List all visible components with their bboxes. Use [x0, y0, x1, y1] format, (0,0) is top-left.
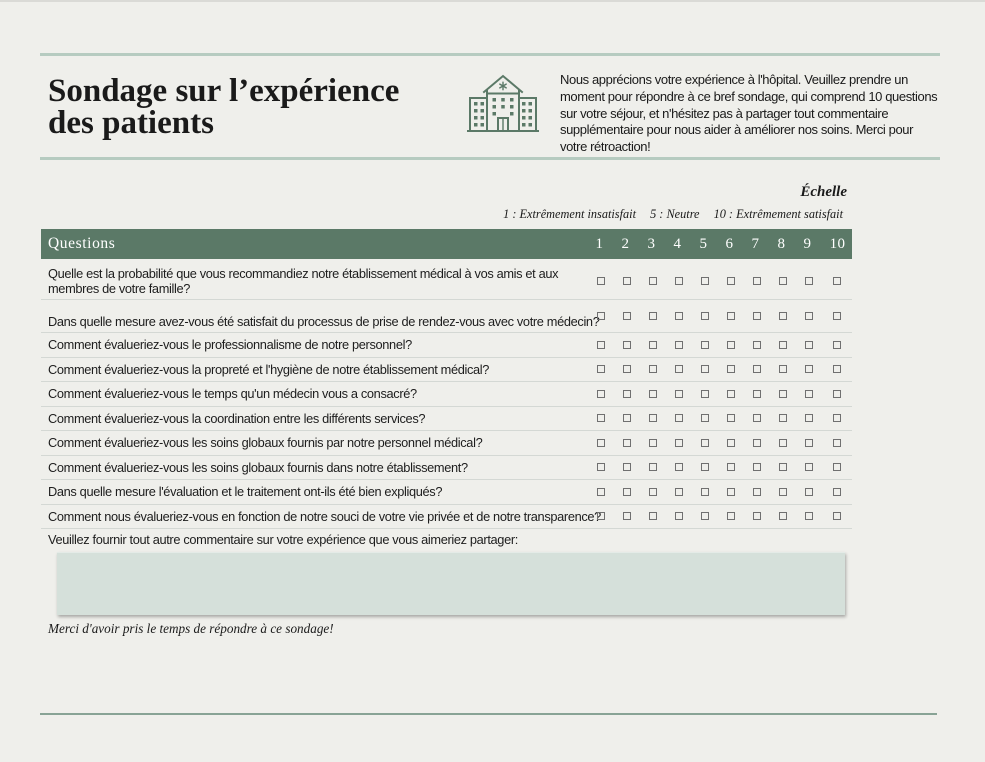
q6-rating-6-checkbox[interactable] — [727, 414, 735, 422]
q7-rating-3-checkbox[interactable] — [649, 439, 657, 447]
q3-rating-7-checkbox[interactable] — [753, 341, 761, 349]
q9-rating-2-checkbox[interactable] — [623, 488, 631, 496]
rating-cell — [692, 333, 718, 357]
rating-header-2: 2 — [621, 235, 630, 252]
rating-cell — [796, 456, 822, 480]
q5-rating-6-checkbox[interactable] — [727, 390, 735, 398]
rating-header-8: 8 — [777, 235, 786, 252]
rating-cell — [588, 407, 614, 431]
q9-rating-5-checkbox[interactable] — [701, 488, 709, 496]
intro-line: moment pour répondre à ce bref sondage, qui comprend 10 questions — [560, 88, 938, 104]
rating-cell — [588, 259, 614, 299]
rating-cell — [614, 300, 640, 332]
rating-cell — [666, 407, 692, 431]
q7-rating-6-checkbox[interactable] — [727, 439, 735, 447]
scale-legend — [503, 206, 843, 222]
q8-rating-3-checkbox[interactable] — [649, 463, 657, 471]
rating-header-10: 10 — [829, 235, 846, 252]
q5-rating-10-checkbox[interactable] — [833, 390, 841, 398]
rating-cell — [588, 300, 614, 332]
q10-rating-7-checkbox[interactable] — [753, 512, 761, 520]
rating-cell — [666, 505, 692, 529]
rating-cell — [770, 358, 796, 382]
rating-cell — [744, 431, 770, 455]
q1-rating-5-checkbox[interactable] — [701, 277, 709, 285]
question-text: Comment évalueriez-vous les soins globaux fournis par notre personnel médical? — [48, 435, 483, 451]
q1-rating-10-checkbox[interactable] — [833, 277, 841, 285]
rating-cell — [666, 456, 692, 480]
rating-cell — [588, 358, 614, 382]
q7-rating-4-checkbox[interactable] — [675, 439, 683, 447]
rating-cell — [640, 259, 666, 299]
q7-rating-9-checkbox[interactable] — [805, 439, 813, 447]
q2-rating-4-checkbox[interactable] — [675, 312, 683, 320]
rating-cell — [640, 505, 666, 529]
comment-textarea[interactable] — [57, 552, 845, 615]
rating-cell — [744, 358, 770, 382]
q4-rating-2-checkbox[interactable] — [623, 365, 631, 373]
rating-cell — [796, 358, 822, 382]
q3-rating-2-checkbox[interactable] — [623, 341, 631, 349]
rating-cell — [744, 259, 770, 299]
q5-rating-1-checkbox[interactable] — [597, 390, 605, 398]
q4-rating-9-checkbox[interactable] — [805, 365, 813, 373]
q9-rating-10-checkbox[interactable] — [833, 488, 841, 496]
rating-cell — [588, 382, 614, 406]
rating-cell — [692, 431, 718, 455]
rating-cell — [718, 358, 744, 382]
rating-cell — [666, 431, 692, 455]
q8-rating-9-checkbox[interactable] — [805, 463, 813, 471]
rating-cell — [614, 259, 640, 299]
rating-cell — [718, 333, 744, 357]
rating-cell — [692, 259, 718, 299]
q10-rating-8-checkbox[interactable] — [779, 512, 787, 520]
rating-cell — [744, 300, 770, 332]
rating-cell — [770, 407, 796, 431]
rating-cell — [640, 431, 666, 455]
hospital-icon — [468, 74, 538, 134]
q6-rating-2-checkbox[interactable] — [623, 414, 631, 422]
rating-cell — [614, 505, 640, 529]
q10-rating-5-checkbox[interactable] — [701, 512, 709, 520]
q3-rating-1-checkbox[interactable] — [597, 341, 605, 349]
rating-cell — [718, 259, 744, 299]
q2-rating-5-checkbox[interactable] — [701, 312, 709, 320]
rating-cell — [614, 333, 640, 357]
q5-rating-7-checkbox[interactable] — [753, 390, 761, 398]
question-text: Comment évalueriez-vous la coordination entre les différents services? — [48, 410, 426, 426]
rating-cell — [692, 358, 718, 382]
header-rule-bottom — [40, 157, 940, 160]
rating-cell — [614, 456, 640, 480]
q8-rating-4-checkbox[interactable] — [675, 463, 683, 471]
q7-rating-8-checkbox[interactable] — [779, 439, 787, 447]
rating-cell — [822, 300, 852, 332]
question-row — [41, 333, 852, 358]
q8-rating-7-checkbox[interactable] — [753, 463, 761, 471]
question-text: Comment évalueriez-vous la propreté et l'hygiène de notre établissement médical? — [48, 361, 490, 377]
q8-rating-5-checkbox[interactable] — [701, 463, 709, 471]
q8-rating-2-checkbox[interactable] — [623, 463, 631, 471]
question-text: Comment évalueriez-vous le temps qu'un médecin vous a consacré? — [48, 386, 417, 402]
rating-cell — [718, 382, 744, 406]
q2-rating-2-checkbox[interactable] — [623, 312, 631, 320]
q8-rating-8-checkbox[interactable] — [779, 463, 787, 471]
q6-rating-5-checkbox[interactable] — [701, 414, 709, 422]
q10-rating-1-checkbox[interactable] — [597, 512, 605, 520]
question-text: Comment nous évalueriez-vous en fonction de notre souci de votre vie privée et de notre transparence? — [48, 508, 601, 524]
rating-cell — [822, 431, 852, 455]
q4-rating-10-checkbox[interactable] — [833, 365, 841, 373]
rating-cell — [770, 382, 796, 406]
page-top-edge — [0, 0, 985, 2]
rating-header-3: 3 — [647, 235, 656, 252]
question-text: Quelle est la probabilité que vous recommandiez notre établissement médical à vos amis et aux membres de votre famille? — [48, 266, 559, 296]
q8-rating-10-checkbox[interactable] — [833, 463, 841, 471]
page-title: Sondage sur l’expérience des patients — [48, 73, 400, 141]
q8-rating-1-checkbox[interactable] — [597, 463, 605, 471]
rating-cell — [588, 333, 614, 357]
q1-rating-9-checkbox[interactable] — [805, 277, 813, 285]
rating-cell — [614, 480, 640, 504]
q9-rating-1-checkbox[interactable] — [597, 488, 605, 496]
rating-cell — [770, 431, 796, 455]
q1-rating-1-checkbox[interactable] — [597, 277, 605, 285]
q5-rating-3-checkbox[interactable] — [649, 390, 657, 398]
q10-rating-2-checkbox[interactable] — [623, 512, 631, 520]
q1-rating-8-checkbox[interactable] — [779, 277, 787, 285]
hospital-door — [498, 118, 508, 131]
rating-cell — [822, 407, 852, 431]
q4-rating-4-checkbox[interactable] — [675, 365, 683, 373]
medical-star-icon — [500, 82, 506, 90]
rating-cell — [692, 407, 718, 431]
rating-cell — [796, 333, 822, 357]
header-rule-top — [40, 53, 940, 56]
question-text: Comment évalueriez-vous les soins globaux fournis dans notre établissement? — [48, 459, 468, 475]
q10-rating-9-checkbox[interactable] — [805, 512, 813, 520]
rating-cell — [718, 407, 744, 431]
q9-rating-8-checkbox[interactable] — [779, 488, 787, 496]
rating-cell — [692, 382, 718, 406]
q2-rating-6-checkbox[interactable] — [727, 312, 735, 320]
q10-rating-6-checkbox[interactable] — [727, 512, 735, 520]
rating-cell — [588, 431, 614, 455]
q6-rating-1-checkbox[interactable] — [597, 414, 605, 422]
rating-cell — [744, 333, 770, 357]
q1-rating-3-checkbox[interactable] — [649, 277, 657, 285]
rating-cell — [770, 300, 796, 332]
rating-cell — [770, 259, 796, 299]
rating-cell — [692, 456, 718, 480]
q9-rating-6-checkbox[interactable] — [727, 488, 735, 496]
rating-cell — [770, 333, 796, 357]
rating-cell — [744, 456, 770, 480]
q2-rating-7-checkbox[interactable] — [753, 312, 761, 320]
rating-cell — [718, 300, 744, 332]
intro-line: supplémentaire pour nous aider à améliorer nos soins. Merci pour — [560, 122, 914, 138]
q3-rating-4-checkbox[interactable] — [675, 341, 683, 349]
q4-rating-1-checkbox[interactable] — [597, 365, 605, 373]
rating-cell — [666, 480, 692, 504]
q7-rating-1-checkbox[interactable] — [597, 439, 605, 447]
q6-rating-10-checkbox[interactable] — [833, 414, 841, 422]
rating-cell — [822, 382, 852, 406]
question-text: Dans quelle mesure avez-vous été satisfait du processus de prise de rendez-vous avec votre médecin? — [48, 314, 600, 329]
rating-cell — [796, 382, 822, 406]
q9-rating-3-checkbox[interactable] — [649, 488, 657, 496]
rating-cell — [614, 358, 640, 382]
question-row — [41, 480, 852, 505]
rating-cell — [822, 505, 852, 529]
question-row — [41, 505, 852, 530]
rating-cell — [640, 358, 666, 382]
rating-cell — [796, 431, 822, 455]
q2-rating-8-checkbox[interactable] — [779, 312, 787, 320]
rating-cell — [588, 505, 614, 529]
rating-header-9: 9 — [803, 235, 812, 252]
q5-rating-9-checkbox[interactable] — [805, 390, 813, 398]
rating-cell — [718, 456, 744, 480]
intro-paragraph — [560, 72, 950, 156]
table-body — [41, 259, 852, 529]
thank-you-note: Merci d'avoir pris le temps de répondre à ce sondage! — [48, 621, 334, 636]
question-row — [41, 358, 852, 383]
q3-rating-10-checkbox[interactable] — [833, 341, 841, 349]
rating-cell — [822, 333, 852, 357]
rating-cell — [718, 505, 744, 529]
q4-rating-8-checkbox[interactable] — [779, 365, 787, 373]
rating-cell — [744, 480, 770, 504]
rating-cell — [666, 358, 692, 382]
q4-rating-5-checkbox[interactable] — [701, 365, 709, 373]
question-row — [41, 431, 852, 456]
rating-cell — [796, 407, 822, 431]
q2-rating-1-checkbox[interactable] — [597, 312, 605, 320]
rating-cell — [640, 333, 666, 357]
q4-rating-7-checkbox[interactable] — [753, 365, 761, 373]
question-row — [41, 259, 852, 300]
rating-cell — [744, 505, 770, 529]
intro-line: votre rétroaction! — [560, 139, 651, 155]
q10-rating-3-checkbox[interactable] — [649, 512, 657, 520]
q1-rating-4-checkbox[interactable] — [675, 277, 683, 285]
rating-cell — [640, 407, 666, 431]
rating-cell — [796, 505, 822, 529]
rating-cell — [640, 480, 666, 504]
q5-rating-5-checkbox[interactable] — [701, 390, 709, 398]
rating-cell — [692, 505, 718, 529]
q3-rating-8-checkbox[interactable] — [779, 341, 787, 349]
q1-rating-7-checkbox[interactable] — [753, 277, 761, 285]
q7-rating-10-checkbox[interactable] — [833, 439, 841, 447]
questions-column-header: Questions — [48, 235, 116, 252]
q7-rating-2-checkbox[interactable] — [623, 439, 631, 447]
intro-line: Nous apprécions votre expérience à l'hôpital. Veuillez prendre un — [560, 72, 908, 87]
rating-header-6: 6 — [725, 235, 734, 252]
question-text: Comment évalueriez-vous le professionnalisme de notre personnel? — [48, 337, 412, 353]
rating-cell — [822, 456, 852, 480]
q6-rating-9-checkbox[interactable] — [805, 414, 813, 422]
q9-rating-4-checkbox[interactable] — [675, 488, 683, 496]
q5-rating-4-checkbox[interactable] — [675, 390, 683, 398]
q6-rating-7-checkbox[interactable] — [753, 414, 761, 422]
rating-cell — [666, 259, 692, 299]
comment-prompt: Veuillez fournir tout autre commentaire sur votre expérience que vous aimeriez partager: — [48, 532, 518, 547]
rating-cell — [692, 480, 718, 504]
q3-rating-9-checkbox[interactable] — [805, 341, 813, 349]
q3-rating-6-checkbox[interactable] — [727, 341, 735, 349]
q1-rating-2-checkbox[interactable] — [623, 277, 631, 285]
rating-header-5: 5 — [699, 235, 708, 252]
rating-cell — [822, 480, 852, 504]
q3-rating-3-checkbox[interactable] — [649, 341, 657, 349]
scale-legend-min: 1 : Extrêmement insatisfait — [503, 207, 636, 221]
rating-cell — [796, 259, 822, 299]
scale-heading: Échelle — [800, 184, 847, 200]
q10-rating-10-checkbox[interactable] — [833, 512, 841, 520]
intro-line: sur votre séjour, et n'hésitez pas à partager tout commentaire — [560, 105, 889, 121]
rating-cell — [692, 300, 718, 332]
q6-rating-3-checkbox[interactable] — [649, 414, 657, 422]
rating-cell — [614, 431, 640, 455]
q4-rating-3-checkbox[interactable] — [649, 365, 657, 373]
question-text: Dans quelle mesure l'évaluation et le traitement ont-ils été bien expliqués? — [48, 484, 443, 500]
q5-rating-2-checkbox[interactable] — [623, 390, 631, 398]
rating-cell — [666, 382, 692, 406]
rating-cell — [588, 480, 614, 504]
rating-cell — [588, 456, 614, 480]
rating-cell — [614, 407, 640, 431]
q2-rating-9-checkbox[interactable] — [805, 312, 813, 320]
rating-cell — [822, 358, 852, 382]
rating-header-7: 7 — [751, 235, 760, 252]
rating-cell — [640, 382, 666, 406]
q7-rating-5-checkbox[interactable] — [701, 439, 709, 447]
rating-cell — [718, 480, 744, 504]
q2-rating-10-checkbox[interactable] — [833, 312, 841, 320]
question-row — [41, 407, 852, 432]
question-row — [41, 456, 852, 481]
q8-rating-6-checkbox[interactable] — [727, 463, 735, 471]
rating-cell — [770, 456, 796, 480]
rating-header-1: 1 — [595, 235, 604, 252]
q10-rating-4-checkbox[interactable] — [675, 512, 683, 520]
question-row — [41, 300, 852, 333]
rating-cell — [822, 259, 852, 299]
rating-cell — [718, 431, 744, 455]
footer-rule — [40, 713, 937, 715]
rating-cell — [770, 480, 796, 504]
rating-cell — [640, 300, 666, 332]
rating-cell — [666, 300, 692, 332]
rating-cell — [614, 382, 640, 406]
table-header — [41, 229, 852, 259]
rating-cell — [640, 456, 666, 480]
scale-legend-max: 10 : Extrêmement satisfait — [713, 207, 843, 221]
q1-rating-6-checkbox[interactable] — [727, 277, 735, 285]
q5-rating-8-checkbox[interactable] — [779, 390, 787, 398]
rating-cell — [744, 407, 770, 431]
q6-rating-8-checkbox[interactable] — [779, 414, 787, 422]
rating-cell — [796, 300, 822, 332]
q4-rating-6-checkbox[interactable] — [727, 365, 735, 373]
rating-cell — [796, 480, 822, 504]
q2-rating-3-checkbox[interactable] — [649, 312, 657, 320]
q7-rating-7-checkbox[interactable] — [753, 439, 761, 447]
scale-legend-mid: 5 : Neutre — [650, 207, 700, 221]
q9-rating-7-checkbox[interactable] — [753, 488, 761, 496]
rating-cell — [666, 333, 692, 357]
question-row — [41, 382, 852, 407]
q3-rating-5-checkbox[interactable] — [701, 341, 709, 349]
rating-cell — [744, 382, 770, 406]
rating-header-4: 4 — [673, 235, 682, 252]
q6-rating-4-checkbox[interactable] — [675, 414, 683, 422]
q9-rating-9-checkbox[interactable] — [805, 488, 813, 496]
rating-cell — [770, 505, 796, 529]
